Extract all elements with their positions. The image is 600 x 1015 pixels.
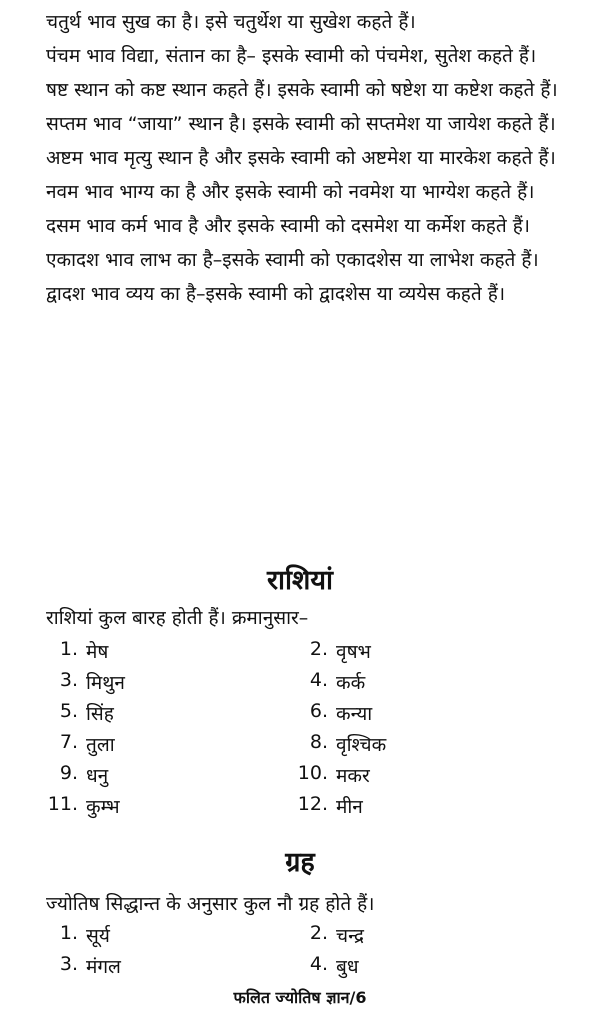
paragraph: पंचम भाव विद्या, संतान का है– इसके स्वामी को पंचमेश, सुतेश कहते हैं।	[46, 45, 537, 67]
item-number: 1.	[59, 922, 78, 944]
paragraph: नवम भाव भाग्य का है और इसके स्वामी को नवमेश या भाग्येश कहते हैं।	[46, 181, 535, 203]
item-number: 3.	[59, 669, 78, 691]
item-number: 5.	[59, 700, 78, 722]
item-name: चन्द्र	[336, 925, 365, 947]
item-number: 4.	[309, 669, 328, 691]
item-name: मकर	[336, 765, 370, 787]
rashi-heading: राशियां	[266, 565, 334, 596]
list-row	[0, 793, 600, 824]
item-name: मेष	[86, 641, 109, 663]
item-number: 10.	[297, 762, 328, 784]
item-number: 8.	[309, 731, 328, 753]
item-number: 6.	[309, 700, 328, 722]
paragraph: दसम भाव कर्म भाव है और इसके स्वामी को दसमेश या कर्मेश कहते हैं।	[46, 215, 531, 237]
paragraph: सप्तम भाव “जाया” स्थान है। इसके स्वामी को सप्तमेश या जायेश कहते हैं।	[46, 113, 556, 135]
item-number: 12.	[297, 793, 328, 815]
item-name: वृश्चिक	[336, 734, 387, 756]
item-name: कर्क	[336, 672, 366, 694]
list-row	[0, 669, 600, 700]
item-name: बुध	[336, 956, 359, 978]
graha-list	[0, 922, 600, 984]
paragraph: चतुर्थ भाव सुख का है। इसे चतुर्थेश या सुखेश कहते हैं।	[46, 11, 416, 33]
graha-heading: ग्रह	[285, 847, 315, 878]
list-row	[0, 953, 600, 984]
item-name: कुम्भ	[86, 796, 120, 818]
item-number: 2.	[309, 638, 328, 660]
item-name: वृषभ	[336, 641, 371, 663]
item-number: 1.	[59, 638, 78, 660]
rashi-list	[0, 638, 600, 824]
paragraph: एकादश भाव लाभ का है–इसके स्वामी को एकादशेस या लाभेश कहते हैं।	[46, 249, 539, 271]
item-name: कन्या	[336, 703, 373, 725]
bhava-paragraphs	[0, 8, 600, 309]
item-name: सूर्य	[86, 925, 110, 947]
item-name: मीन	[336, 796, 363, 818]
list-row	[0, 922, 600, 953]
paragraph: षष्ट स्थान को कष्ट स्थान कहते हैं। इसके स्वामी को षष्टेश या कष्टेश कहते हैं।	[46, 79, 558, 101]
list-row	[0, 700, 600, 731]
page-footer: फलित ज्योतिष ज्ञान/6	[233, 988, 367, 1007]
item-name: मंगल	[86, 956, 121, 978]
list-row	[0, 762, 600, 793]
item-number: 11.	[47, 793, 78, 815]
item-number: 3.	[59, 953, 78, 975]
item-number: 9.	[59, 762, 78, 784]
list-row	[0, 731, 600, 762]
paragraph: द्वादश भाव व्यय का है–इसके स्वामी को द्वादशेस या व्ययेस कहते हैं।	[46, 283, 506, 305]
rashi-intro: राशियां कुल बारह होती हैं। क्रमानुसार–	[46, 607, 309, 629]
item-number: 2.	[309, 922, 328, 944]
item-number: 7.	[59, 731, 78, 753]
item-name: सिंह	[86, 703, 114, 725]
item-name: तुला	[86, 734, 115, 756]
item-name: धनु	[86, 765, 109, 787]
graha-intro: ज्योतिष सिद्धान्त के अनुसार कुल नौ ग्रह होते हैं।	[46, 893, 375, 915]
item-name: मिथुन	[86, 672, 125, 694]
list-row	[0, 638, 600, 669]
paragraph: अष्टम भाव मृत्यु स्थान है और इसके स्वामी को अष्टमेश या मारकेश कहते हैं।	[46, 147, 556, 169]
item-number: 4.	[309, 953, 328, 975]
